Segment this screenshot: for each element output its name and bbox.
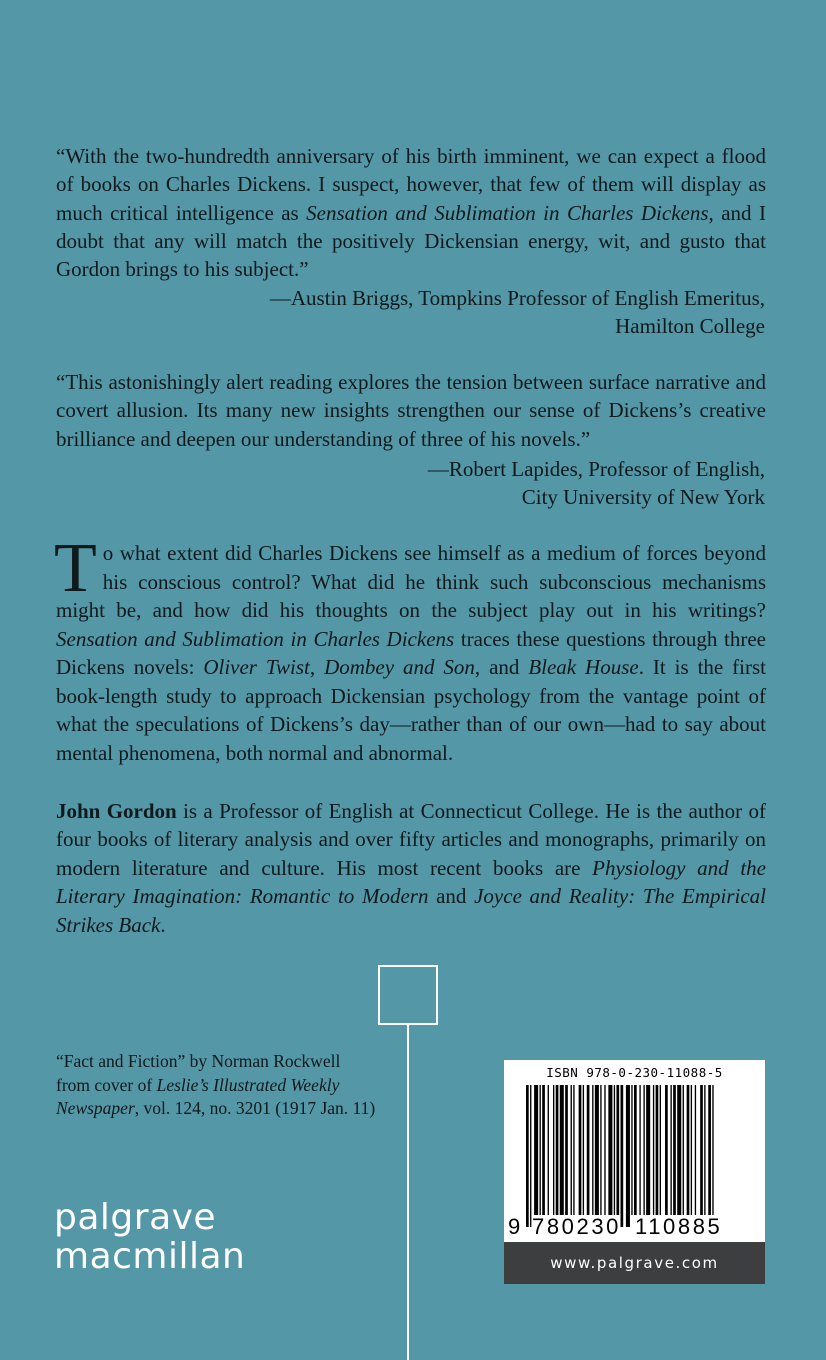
barcode-digits-group-2: 110885 <box>635 1214 723 1239</box>
barcode-bar <box>683 1085 684 1215</box>
review-quote-1 <box>56 142 766 283</box>
barcode-bar <box>639 1085 640 1215</box>
barcode-bar <box>600 1085 601 1215</box>
barcode-bar <box>670 1085 671 1215</box>
barcode-bar <box>631 1085 632 1215</box>
barcode-bar <box>604 1085 605 1215</box>
barcode-bar <box>556 1085 559 1215</box>
barcode-bar <box>573 1085 574 1215</box>
barcode-bar <box>587 1085 590 1215</box>
bio-end: . <box>160 912 166 937</box>
barcode-bar <box>579 1085 582 1215</box>
barcode-bar <box>526 1085 529 1227</box>
publisher-line-1: palgrave <box>54 1197 217 1238</box>
barcode-bar <box>626 1085 630 1227</box>
barcode-bar <box>560 1085 564 1215</box>
credit-publication: Leslie’s Illustrated Weekly Newspaper <box>56 1074 340 1118</box>
description-text-c: . It is the first book-length study to approach Dickensian psychology from the vantage point of what the speculations of Dickens’s day—rather than of our own—had to say about mental phenomena, both normal and abnormal. <box>56 655 766 765</box>
drop-cap: T <box>54 530 97 607</box>
novel-title-3: Bleak House <box>528 655 639 679</box>
description-text-b: traces these questions through three Dickens novels: <box>56 626 766 679</box>
barcode-bar <box>608 1085 612 1215</box>
barcode-bar <box>542 1085 545 1215</box>
barcode-bar <box>534 1085 538 1215</box>
barcode-bar <box>616 1085 619 1215</box>
barcode-bar <box>643 1085 644 1215</box>
description-separator-2: , and <box>474 655 529 679</box>
description-text-a: o what extent did Charles Dickens see himself as a medium of forces beyond his conscious control? What did he think such subconscious mechanisms might be, and how did his thoughts on the subject play out in his writings? <box>56 541 766 622</box>
barcode-bar <box>687 1085 690 1215</box>
barcode-bar <box>530 1085 531 1227</box>
review-attribution-1 <box>165 284 765 341</box>
barcode-bar <box>708 1085 711 1215</box>
author-name: John Gordon <box>56 799 177 823</box>
publisher-line-2: macmillan <box>54 1236 246 1277</box>
barcode-bar <box>621 1085 624 1227</box>
isbn-barcode <box>504 1060 765 1284</box>
publisher-website: www.palgrave.com <box>504 1242 765 1284</box>
review-attribution-2 <box>165 455 765 512</box>
isbn-label: ISBN 978-0-230-11088-5 <box>546 1065 723 1080</box>
publisher-logo <box>54 1198 245 1276</box>
novel-title-2: Dombey and Son <box>324 655 475 679</box>
barcode-bar <box>592 1085 593 1215</box>
barcode-bar <box>553 1085 554 1215</box>
bio-text-a: is a Professor of English at Connecticut College. He is the author of four books of literary analysis and over fifty articles and monographs, primarily on modern literature and culture. His most recent books are <box>56 799 766 880</box>
quote-1-book-title: Sensation and Sublimation in Charles Dickens <box>306 200 709 225</box>
credit-line-1: “Fact and Fiction” by Norman Rockwell <box>56 1051 341 1071</box>
barcode-bar <box>712 1085 713 1215</box>
description-separator-1: , <box>309 655 325 679</box>
barcode-bar <box>653 1085 654 1215</box>
barcode-bar <box>548 1085 549 1215</box>
barcode-bar <box>571 1085 572 1215</box>
credit-line-2 <box>56 1074 386 1121</box>
bio-book-1: Physiology and the Literary Imagination: Romantic to Modern <box>56 855 767 909</box>
barcode-bar <box>540 1085 541 1215</box>
barcode-bar <box>704 1085 705 1215</box>
cover-art-credit <box>56 1050 386 1121</box>
quote-1-text-b: , and I doubt that any will match the positively Dickensian energy, wit, and gusto that Gordon brings to his subject.” <box>56 200 766 282</box>
attribution-2-line-1: —Robert Lapides, Professor of English, <box>427 457 765 481</box>
barcode-bar <box>695 1085 696 1215</box>
book-description <box>54 530 766 767</box>
bio-separator: and <box>428 884 475 909</box>
description-book-title: Sensation and Sublimation in Charles Dickens <box>56 626 455 651</box>
credit-issue: , vol. 124, no. 3201 (1917 Jan. 11) <box>134 1098 376 1118</box>
credit-prefix: from cover of <box>56 1074 157 1095</box>
barcode-bar <box>665 1085 668 1215</box>
barcode-bar <box>614 1085 615 1215</box>
barcode-bar <box>660 1085 661 1215</box>
review-quote-2: “This astonishingly alert reading explores the tension between surface narrative and covert allusion. Its many new insights strengthen our sense of Dickens’s creative brilliance and deepen our understanding of three of his novels.” <box>56 370 766 451</box>
barcode-bar <box>634 1085 637 1215</box>
attribution-2-line-2: City University of New York <box>521 485 765 510</box>
barcode-bar <box>646 1085 650 1215</box>
barcode-bar <box>677 1085 681 1215</box>
barcode-bar <box>673 1085 676 1215</box>
barcode-bar <box>656 1085 659 1215</box>
barcode-bar <box>595 1085 599 1215</box>
barcode-bar <box>583 1085 584 1215</box>
quote-1-text-a: “With the two-hundredth anniversary of his birth imminent, we can expect a flood of books on Charles Dickens. I suspect, however, that few of them will display as much critical intelligence as <box>56 144 766 225</box>
imprint-square-icon <box>378 965 438 1025</box>
attribution-1-line-2: Hamilton College <box>615 314 765 339</box>
author-bio <box>56 797 766 939</box>
attribution-1-line-1: —Austin Briggs, Tompkins Professor of English Emeritus, <box>269 286 765 310</box>
novel-title-1: Oliver Twist <box>203 655 310 679</box>
barcode-bar <box>565 1085 568 1215</box>
barcode-bar <box>700 1085 703 1215</box>
bio-book-2: Joyce and Reality: The Empirical Strikes Back <box>56 884 766 937</box>
imprint-line-divider <box>407 1025 409 1360</box>
barcode-digit-first: 9 <box>508 1214 521 1239</box>
barcode-bar <box>691 1085 692 1215</box>
barcode-digits-group-1: 780230 <box>532 1214 622 1239</box>
